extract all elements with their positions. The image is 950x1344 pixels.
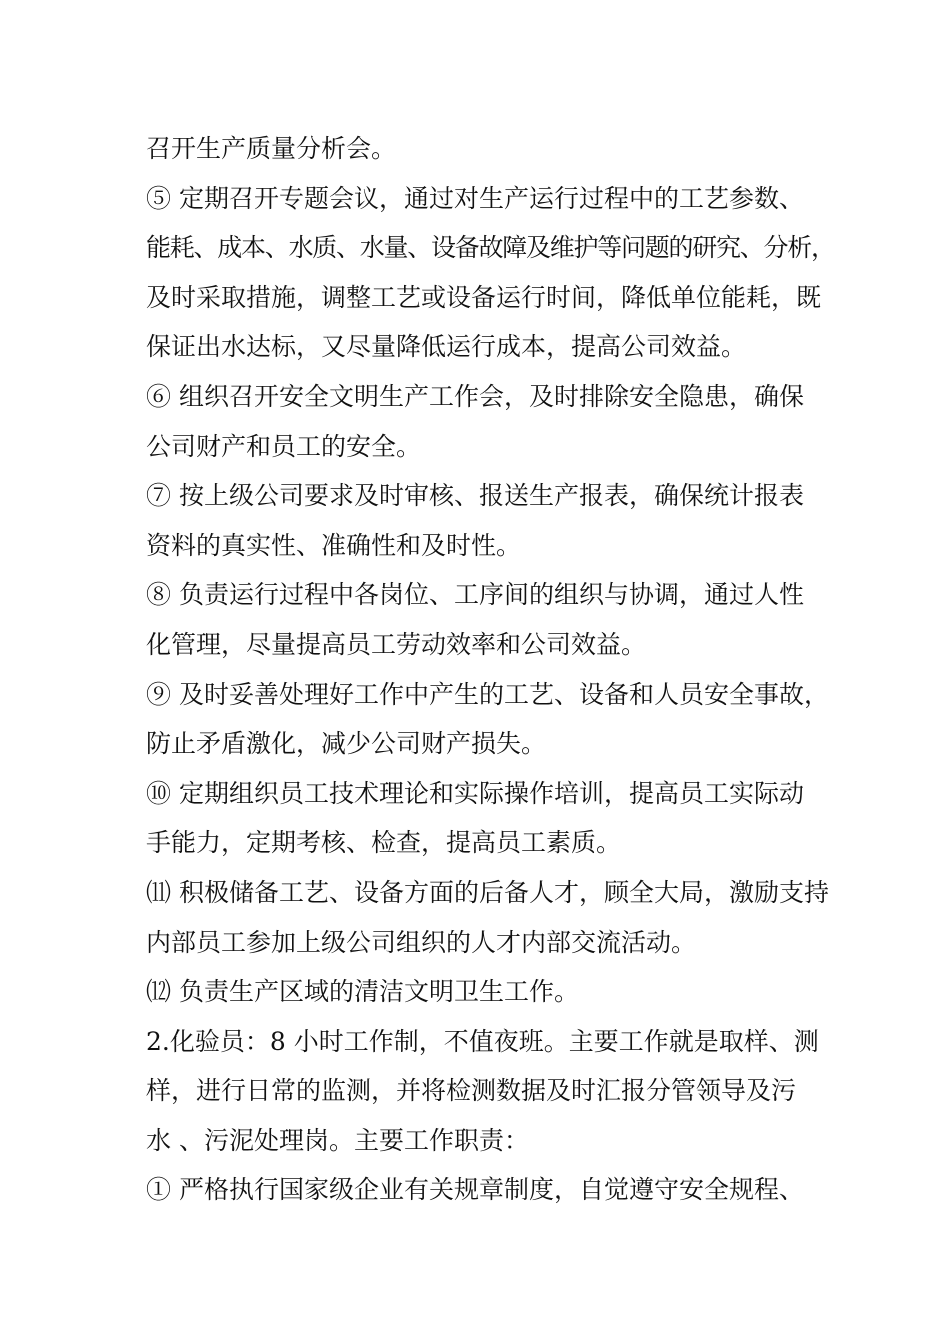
text-line: 化管理，尽量提高员工劳动效率和公司效益。 <box>146 629 647 659</box>
text-line: ⑨ 及时妥善处理好工作中产生的工艺、设备和人员安全事故， <box>146 679 829 709</box>
text-line: 及时采取措施，调整工艺或设备运行时间，降低单位能耗，既 <box>146 282 822 312</box>
text-line: 手能力，定期考核、检查，提高员工素质。 <box>146 828 622 858</box>
text-line: 资料的真实性、准确性和及时性。 <box>146 530 522 560</box>
text-line: 内部员工参加上级公司组织的人才内部交流活动。 <box>146 927 697 957</box>
text-line: 水 、污泥处理岗。主要工作职责： <box>146 1125 529 1155</box>
text-line: ① 严格执行国家级企业有关规章制度，自觉遵守安全规程、 <box>146 1175 804 1205</box>
text-line: ⑿ 负责生产区域的清洁文明卫生工作。 <box>146 977 579 1007</box>
text-line: 召开生产质量分析会。 <box>146 134 397 163</box>
text-line: 能耗、成本、水质、水量、设备故障及维护等问题的研究、分析， <box>146 233 835 263</box>
text-line: 2.化验员：8 小时工作制，不值夜班。主要工作就是取样、测 <box>146 1026 819 1056</box>
text-line: 公司财产和员工的安全。 <box>146 431 422 461</box>
text-line: ⑦ 按上级公司要求及时审核、报送生产报表，确保统计报表 <box>146 481 804 511</box>
text-line: ⑩ 定期组织员工技术理论和实际操作培训，提高员工实际动 <box>146 778 804 808</box>
text-line: 样，进行日常的监测，并将检测数据及时汇报分管领导及污 <box>146 1076 797 1106</box>
text-line: 防止矛盾激化，减少公司财产损失。 <box>146 729 547 759</box>
text-line: 保证出水达标，又尽量降低运行成本，提高公司效益。 <box>146 332 747 362</box>
text-line: ⑥ 组织召开安全文明生产工作会，及时排除安全隐患，确保 <box>146 381 804 411</box>
body-text <box>146 124 836 1215</box>
text-line: ⑤ 定期召开专题会议，通过对生产运行过程中的工艺参数、 <box>146 183 804 213</box>
text-line: ⑧ 负责运行过程中各岗位、工序间的组织与协调，通过人性 <box>146 580 804 610</box>
text-line: ⑾ 积极储备工艺、设备方面的后备人才，顾全大局，激励支持 <box>146 877 829 907</box>
